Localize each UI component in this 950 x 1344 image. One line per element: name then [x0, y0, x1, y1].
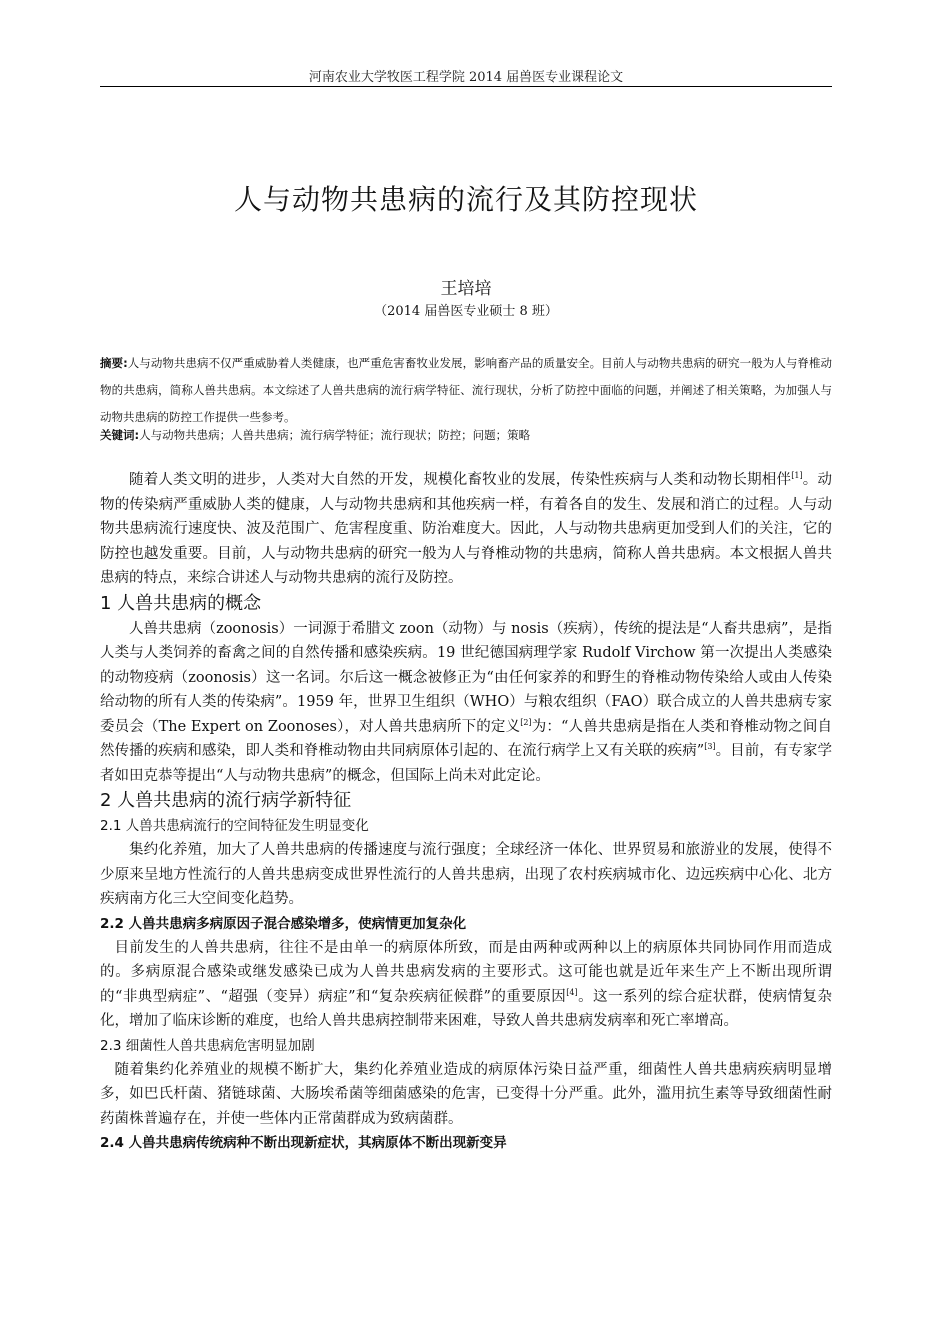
section-2-1-paragraph: 集约化养殖，加大了人兽共患病的传播速度与流行强度；全球经济一体化、世界贸易和旅游业的发展，使得不少原来呈地方性流行的人兽共患病变成世界性流行的人兽共患病，出现了农村疾病城市化、边远疾病中心化、北方疾病南方化三大空间变化趋势。 [100, 842, 832, 907]
section-2-2-text-2: 。这一系列的综合症状群，使病情复杂化，增加了临床诊断的难度，也给人兽共患病控制带来困难，导致人兽共患病发病率和死亡率增高。 [100, 988, 832, 1029]
author-name: 王培培 [440, 279, 492, 299]
abstract-label: 摘要: [100, 356, 128, 370]
intro-paragraph [100, 468, 832, 591]
paper-title: 人与动物共患病的流行及其防控现状 [233, 183, 698, 216]
author-affiliation: （2014 届兽医专业硕士 8 班） [374, 304, 558, 319]
citation-1: [1] [791, 471, 803, 481]
citation-3: [3] [704, 742, 716, 752]
header-rule [100, 86, 832, 87]
section-2-2-paragraph [100, 936, 832, 1034]
keywords-label: 关键词: [100, 428, 140, 442]
keywords [100, 424, 832, 446]
section-2-1-heading: 2.1 人兽共患病流行的空间特征发生明显变化 [100, 818, 369, 834]
intro-text-1: 随着人类文明的进步，人类对大自然的开发，规模化畜牧业的发展，传染性疾病与人类和动物长期相伴 [129, 472, 792, 488]
abstract [100, 350, 832, 431]
section-1-heading: 1 人兽共患病的概念 [100, 592, 262, 614]
abstract-text: 人与动物共患病不仅严重威胁着人类健康，也严重危害畜牧业发展，影响畜产品的质量安全。目前人与动物共患病的研究一般为人与脊椎动物的共患病，简称人兽共患病。本文综述了人兽共患病的流行病学特征、流行现状，分析了防控中面临的问题，并阐述了相关策略，为加强人与动物共患病的防控工作提供一些参考。 [100, 356, 832, 424]
running-header: 河南农业大学牧医工程学院 2014 届兽医专业课程论文 [308, 70, 624, 85]
section-2-heading: 2 人兽共患病的流行病学新特征 [100, 790, 352, 811]
section-2-3-paragraph: 随着集约化养殖业的规模不断扩大，集约化养殖业造成的病原体污染日益严重，细菌性人兽共患病疾病明显增多，如巴氏杆菌、猪链球菌、大肠埃希菌等细菌感染的危害，已变得十分严重。此外，滥用抗生素等导致细菌性耐药菌株普遍存在，并使一些体内正常菌群成为致病菌群。 [100, 1061, 832, 1127]
paper-body [100, 468, 832, 1155]
section-2-3-heading: 2.3 细菌性人兽共患病危害明显加剧 [100, 1037, 315, 1054]
section-2-4-heading: 2.4 人兽共患病传统病种不断出现新症状，其病原体不断出现新变异 [100, 1135, 507, 1151]
section-1-text-1: 人兽共患病（zoonosis）一词源于希腊文 zoon（动物）与 nosis（疾病），传统的提法是“人畜共患病”，是指人类与人类饲养的畜禽之间的自然传播和感染疾病。19 世纪德国病理学家 Rudolf Virchow 第一次提出人类感染的动物疫病（zoonosis）这一名词。尔后这一概念被修正为“由任何家养的和野生的脊椎动物传染给人或由人传染给动物的所有人类的传染病”。1959 年，世界卫生组织（WHO）与粮农组织（FAO）联合成立的人兽共患病专家委员会（The Expert on Zoonoses），对人兽共患病所下的定义 [100, 620, 832, 735]
keywords-text: 人与动物共患病；人兽共患病；流行病学特征；流行现状；防控；问题；策略 [139, 428, 531, 442]
section-1-paragraph [100, 617, 832, 789]
citation-4: [4] [566, 987, 578, 997]
section-1-text-2: 为：“人兽共患病是指在人类和脊椎动物之间自然传播的疾病和感染，即人类和脊椎动物由共同病原体引起的、在流行病学上又有关联的疾病” [100, 718, 832, 759]
section-2-2-heading: 2.2 人兽共患病多病原因子混合感染增多，使病情更加复杂化 [100, 915, 467, 932]
section-1-text-3: 。目前，有专家学者如田克恭等提出“人与动物共患病”的概念，但国际上尚未对此定论。 [100, 743, 832, 784]
section-2-2-text-1: 目前发生的人兽共患病，往往不是由单一的病原体所致，而是由两种或两种以上的病原体共同协同作用而造成的。多病原混合感染或继发感染已成为人兽共患病发病的主要形式。这可能也就是近年来生产上不断出现所谓的“非典型病症”、“超强（变异）病症”和“复杂疾病征候群”的重要原因 [100, 939, 832, 1005]
citation-2: [2] [520, 717, 532, 727]
intro-text-2: 。动物的传染病严重威胁人类的健康，人与动物共患病和其他疾病一样，有着各自的发生、发展和消亡的过程。人与动物共患病流行速度快、波及范围广、危害程度重、防治难度大。因此，人与动物共患病更加受到人们的关注，它的防控也越发重要。目前，人与动物共患病的研究一般为人与脊椎动物的共患病，简称人兽共患病。本文根据人兽共患病的特点，来综合讲述人与动物共患病的流行及防控。 [100, 472, 833, 586]
